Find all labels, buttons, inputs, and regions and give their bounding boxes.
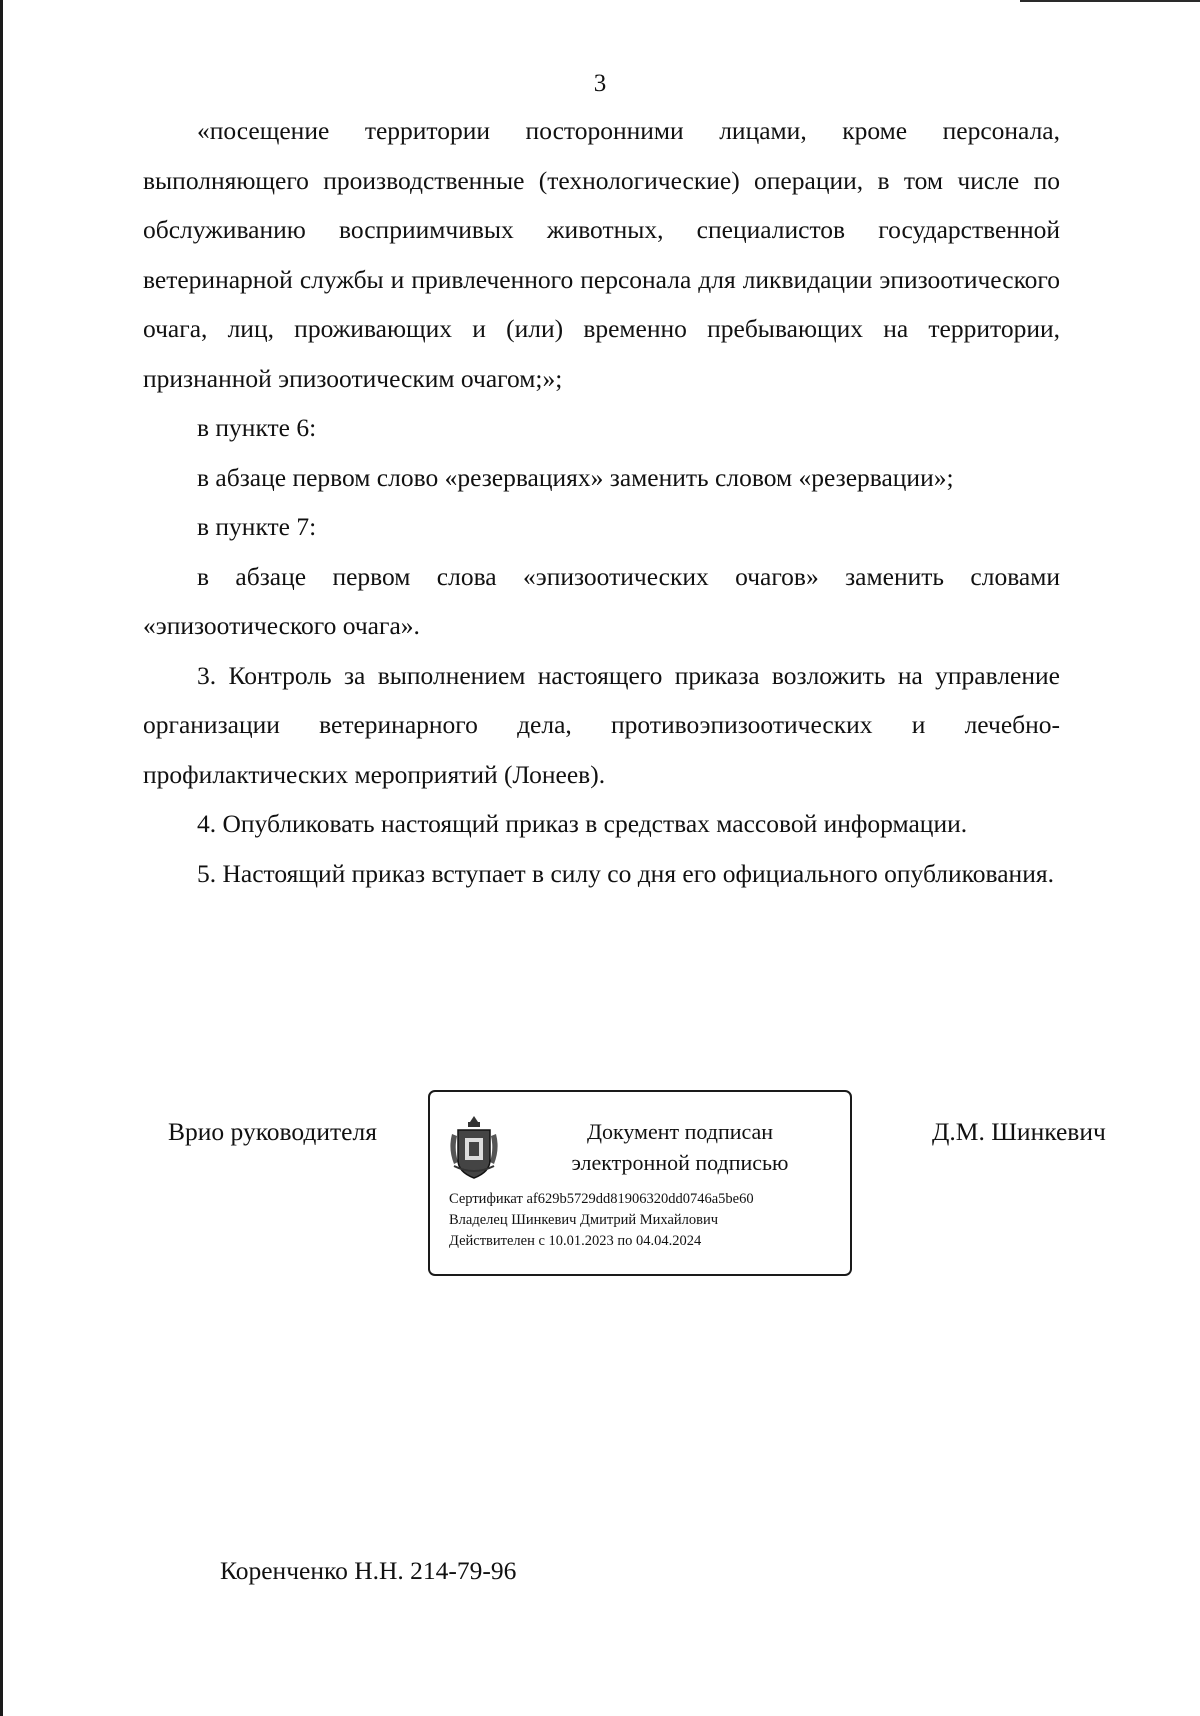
stamp-owner: Владелец Шинкевич Дмитрий Михайлович [449, 1212, 719, 1228]
paragraph-control: 3. Контроль за выполнением настоящего приказа возложить на управление организации ветеринарного дела, противоэпизоотических и лечебно-профилактических мероприятий (Лонеев). [143, 660, 1060, 789]
signatory-name: Д.М. Шинкевич [932, 1117, 1106, 1146]
paragraph-point-7-change: в абзаце первом слова «эпизоотических очагов» заменить словами «эпизоотического очага». [143, 561, 1060, 640]
paragraph-point-7: в пункте 7: [197, 512, 317, 541]
stamp-heading [540, 1116, 820, 1178]
paragraph-publish: 4. Опубликовать настоящий приказ в средствах массовой информации. [197, 809, 968, 838]
electronic-signature-stamp [428, 1090, 852, 1276]
stamp-details [449, 1189, 754, 1252]
paragraph-quote-visit: «посещение территории посторонними лицами, кроме персонала, выполняющего производственные (технологические) операции, в том числе по обслуживанию восприимчивых животных, специалистов государственной ветеринарной службы и привлеченного персонала для ликвидации эпизоотического очага, лиц, проживающих и (или) временно пребывающих на территории, признанной эпизоотическим очагом;»; [143, 116, 1060, 393]
paragraph-effective: 5. Настоящий приказ вступает в силу со дня его официального опубликования. [197, 858, 1054, 888]
stamp-certificate: Сертификат af629b5729dd81906320dd0746a5be60 [449, 1191, 754, 1207]
page-top-line [1020, 0, 1200, 2]
signatory-position: Врио руководителя [168, 1117, 377, 1146]
stamp-line-1: Документ подписан [586, 1119, 774, 1144]
stamp-validity: Действителен с 10.01.2023 по 04.04.2024 [449, 1233, 702, 1249]
document-body [143, 106, 1060, 898]
page-number: 3 [593, 70, 607, 97]
page-left-border [0, 0, 3, 1716]
paragraph-point-6-change: в абзаце первом слово «резервациях» заменить словом «резервации»; [197, 462, 954, 492]
stamp-line-2: электронной подписью [571, 1150, 789, 1175]
coat-of-arms-icon [448, 1114, 500, 1180]
executor-contact: Коренченко Н.Н. 214-79-96 [220, 1556, 517, 1585]
paragraph-point-6: в пункте 6: [197, 413, 317, 442]
